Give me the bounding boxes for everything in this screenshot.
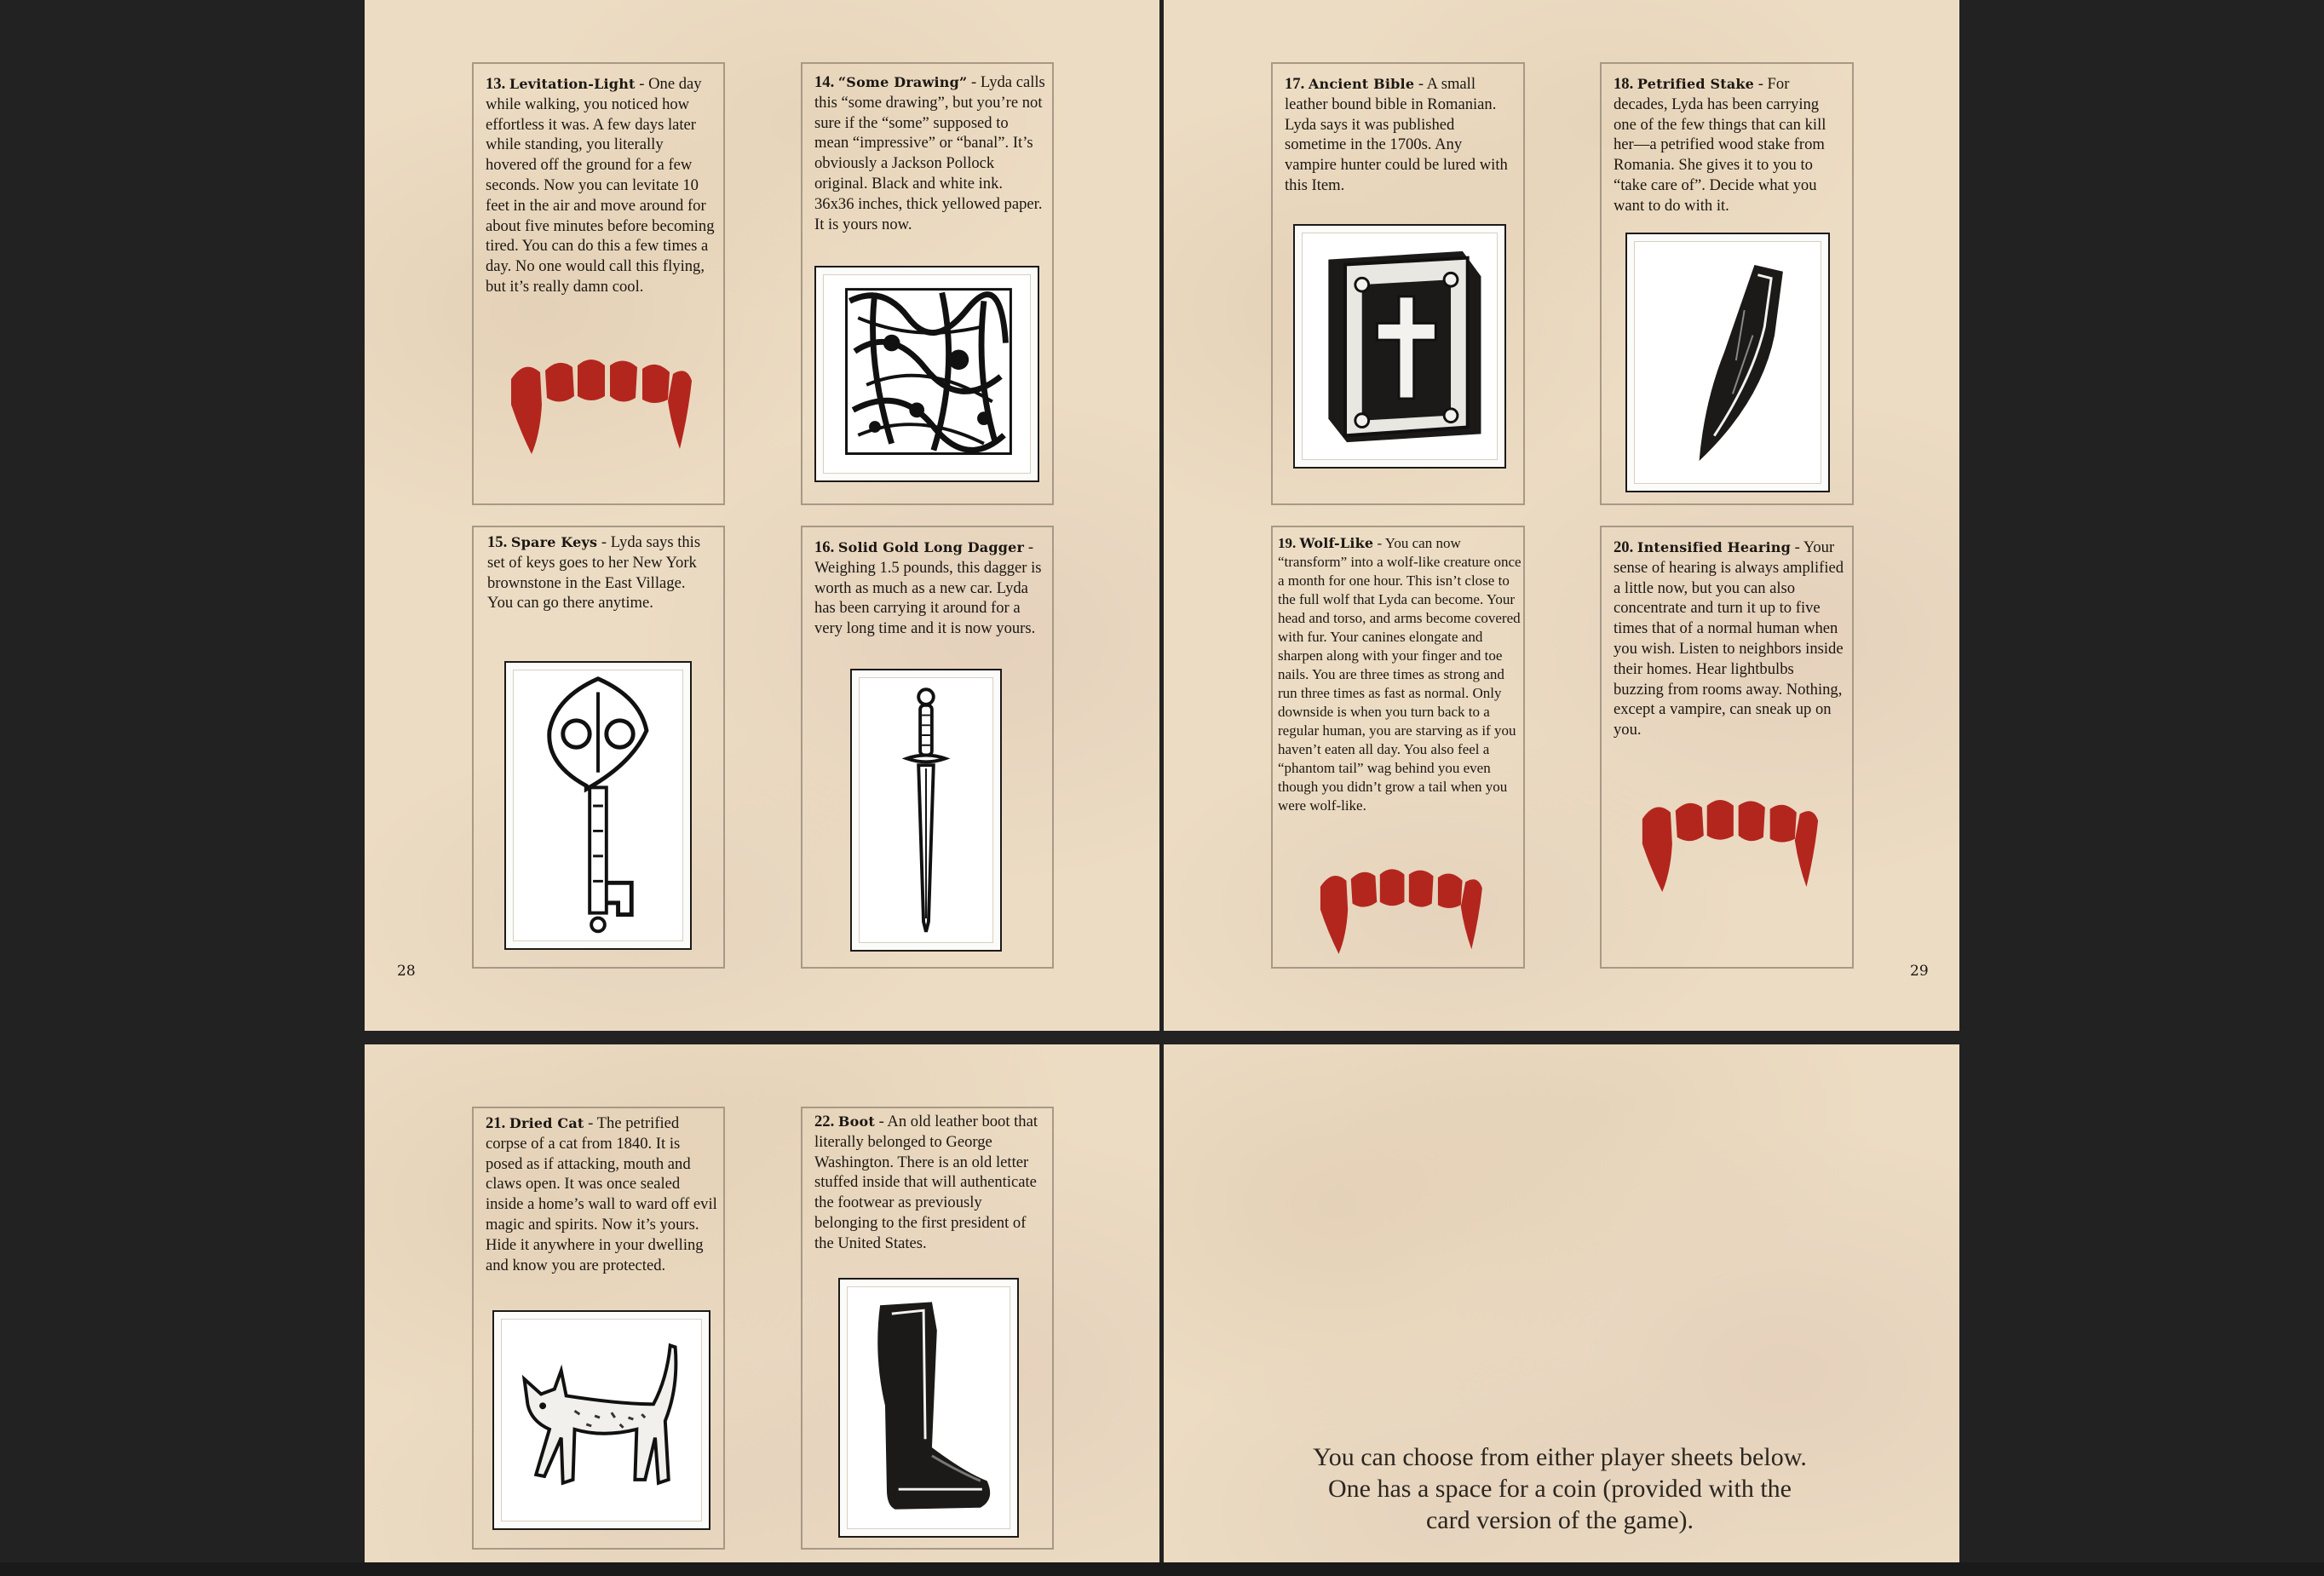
card-13-text bbox=[486, 74, 716, 297]
page-30 bbox=[365, 1044, 1159, 1576]
card-21-title: Dried Cat bbox=[509, 1115, 584, 1131]
card-19-number: 19. bbox=[1278, 535, 1297, 551]
dagger-image bbox=[850, 669, 1002, 952]
card-22-number: 22. bbox=[814, 1113, 835, 1130]
card-20-title: Intensified Hearing bbox=[1637, 539, 1792, 555]
card-20 bbox=[1600, 526, 1854, 969]
card-17-number: 17. bbox=[1285, 75, 1305, 93]
key-icon bbox=[506, 663, 690, 948]
card-20-number: 20. bbox=[1614, 538, 1634, 556]
card-21-body: - The petrified corpse of a cat from 1840. It is posed as if attacking, mouth and claws open. It was once sealed inside a home’s wall to ward off evil magic and spirits. Now it’s yours. Hide it anywhere in your dwelling and know you are protected. bbox=[486, 1114, 717, 1274]
card-18-number: 18. bbox=[1614, 75, 1634, 93]
ornate-key-image bbox=[504, 661, 692, 950]
card-13-body: - One day while walking, you noticed how effortless it was. A few days later while standing, you literally hovered off the ground for a few seconds. Now you can levitate 10 feet in the air and move around for about five minutes before becoming tired. You can do this a few times a day. No one would call this flying, but it’s really damn cool. bbox=[486, 75, 715, 296]
fangs-icon bbox=[1637, 794, 1821, 898]
card-15-text bbox=[487, 532, 710, 613]
card-16-number: 16. bbox=[814, 538, 835, 556]
note-line-3: card version of the game). bbox=[1425, 1506, 1694, 1534]
cat-icon bbox=[494, 1312, 709, 1528]
viewer-bottom-bar bbox=[0, 1562, 2324, 1576]
player-sheet-note bbox=[1274, 1441, 1845, 1536]
card-16 bbox=[801, 526, 1054, 969]
fangs-icon bbox=[506, 354, 695, 460]
boot-image bbox=[838, 1278, 1019, 1538]
card-14-text bbox=[814, 72, 1046, 234]
card-16-text bbox=[814, 538, 1043, 639]
card-17-title: Ancient Bible bbox=[1308, 76, 1415, 92]
card-16-title: Solid Gold Long Dagger bbox=[837, 539, 1025, 555]
card-22-title: Boot bbox=[837, 1113, 875, 1130]
page-29 bbox=[1164, 0, 1959, 1031]
card-19-body: - You can now “transform” into a wolf-like creature once a month for one hour. This isn’t close to the full wolf that Lyda can become. Your head and torso, and arms become covered with fur. Your canines elongate and sharpen along with your finger and toe nails. You are three times as strong and run three times as fast as normal. Only downside is when you turn back to a regular human, you are starving as if you haven’t eaten all day. You also feel a “phantom tail” wag behind you even though you didn’t grow a tail when you were wolf-like. bbox=[1278, 535, 1522, 814]
card-16-body: - Weighing 1.5 pounds, this dagger is worth as much as a new car. Lyda has been carrying it around for a very long time and it is now yours. bbox=[814, 538, 1042, 638]
card-19 bbox=[1271, 526, 1525, 969]
dagger-icon bbox=[852, 670, 1000, 950]
ancient-bible-image bbox=[1293, 224, 1506, 469]
dried-cat-image bbox=[492, 1310, 710, 1530]
boot-icon bbox=[840, 1280, 1017, 1536]
card-18-text bbox=[1614, 74, 1845, 216]
petrified-stake-image bbox=[1625, 233, 1830, 492]
page-number-29: 29 bbox=[1910, 963, 1929, 980]
stake-icon bbox=[1627, 234, 1828, 491]
card-15-title: Spare Keys bbox=[510, 534, 598, 550]
card-21-text bbox=[486, 1113, 717, 1275]
bible-icon bbox=[1295, 226, 1504, 467]
card-17 bbox=[1271, 62, 1525, 505]
card-14-title: “Some Drawing” bbox=[837, 74, 968, 90]
note-line-2: One has a space for a coin (provided with the bbox=[1328, 1475, 1792, 1503]
card-18-title: Petrified Stake bbox=[1637, 76, 1755, 92]
page-28 bbox=[365, 0, 1159, 1031]
drip-painting-image bbox=[814, 266, 1039, 482]
card-22-body: - An old leather boot that literally belonged to George Washington. There is an old letter stuffed inside that will authenticate the footwear as previously belonging to the first president of the United States. bbox=[814, 1113, 1038, 1252]
card-20-text bbox=[1614, 538, 1845, 740]
card-21 bbox=[472, 1107, 725, 1550]
page-number-28: 28 bbox=[397, 963, 416, 980]
card-15-body: - Lyda says this set of keys goes to her New York brownstone in the East Village. You can go there anytime. bbox=[487, 533, 701, 613]
card-15-number: 15. bbox=[487, 533, 508, 551]
card-13 bbox=[472, 62, 725, 505]
card-15 bbox=[472, 526, 725, 969]
card-19-title: Wolf-Like bbox=[1299, 535, 1374, 551]
card-22 bbox=[801, 1107, 1054, 1550]
card-22-text bbox=[814, 1112, 1046, 1254]
card-19-text bbox=[1278, 534, 1522, 815]
card-21-number: 21. bbox=[486, 1114, 506, 1132]
card-14-number: 14. bbox=[814, 73, 835, 91]
page-31 bbox=[1164, 1044, 1959, 1576]
note-line-1: You can choose from either player sheets below. bbox=[1313, 1443, 1807, 1471]
card-18 bbox=[1600, 62, 1854, 505]
card-17-body: - A small leather bound bible in Romanian. Lyda says it was published sometime in the 1700s. Any vampire hunter could be lured with this Item. bbox=[1285, 75, 1508, 194]
card-14 bbox=[801, 62, 1054, 505]
painting-icon bbox=[816, 267, 1038, 480]
card-17-text bbox=[1285, 74, 1516, 196]
card-20-body: - Your sense of hearing is always amplified a little now, but you can also concentrate and turn it up to five times that of a normal human when you wish. Listen to neighbors inside their homes. Hear lightbulbs buzzing from rooms away. Nothing, except a vampire, can sneak up on you. bbox=[1614, 538, 1844, 739]
card-18-body: - For decades, Lyda has been carrying one of the few things that can kill her—a petrified wood stake from Romania. She gives it to you to “take care of”. Decide what you want to do with it. bbox=[1614, 75, 1826, 215]
card-13-title: Levitation-Light bbox=[509, 76, 636, 92]
card-14-body: - Lyda calls this “some drawing”, but you’re not sure if the “some” supposed to mean “impressive” or “banal”. It’s obviously a Jackson Pollock original. Black and white ink. 36x36 inches, thick yellowed paper. It is yours now. bbox=[814, 73, 1045, 233]
card-13-number: 13. bbox=[486, 75, 506, 93]
fangs-icon bbox=[1315, 864, 1486, 959]
